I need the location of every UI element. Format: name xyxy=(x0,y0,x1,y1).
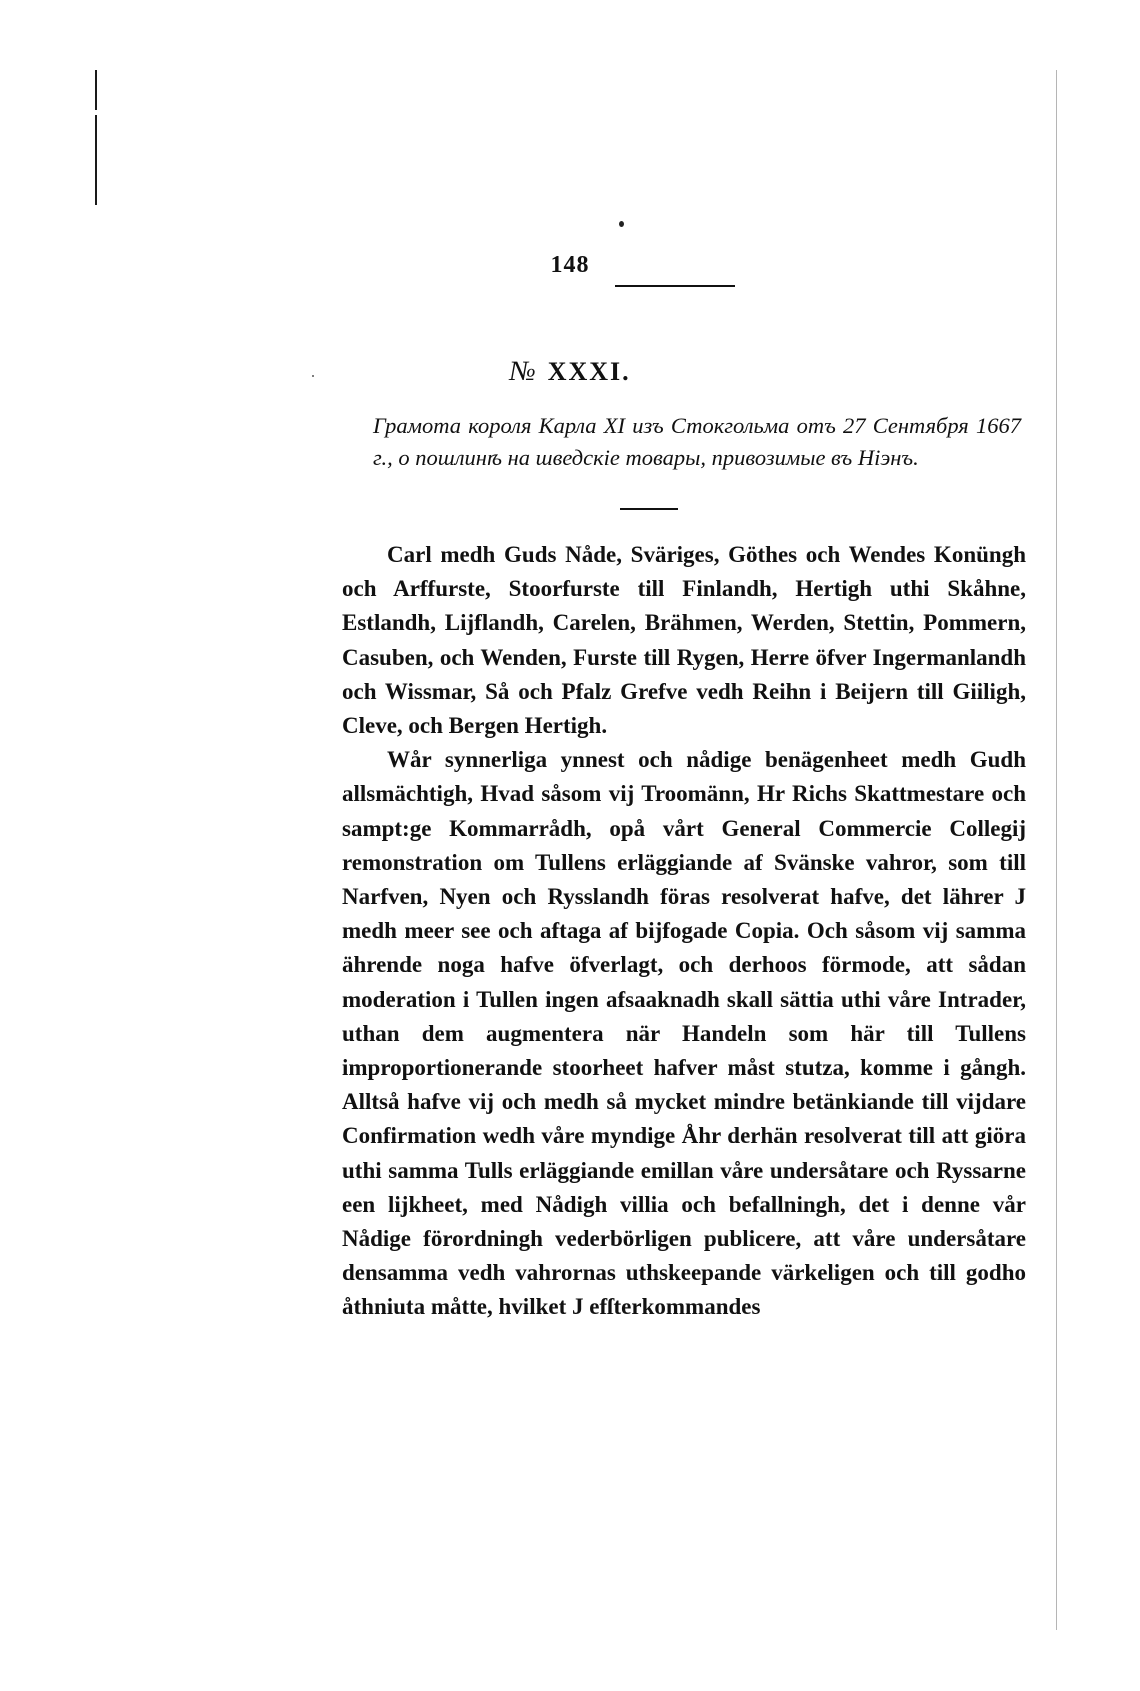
document-number xyxy=(0,356,1140,388)
page-number-rule xyxy=(615,285,735,287)
scan-edge-mark xyxy=(95,115,97,205)
body-paragraph: Carl medh Guds Nåde, Sväriges, Göthes och Wendes Konüngh och Arffurste, Stoorfurste till Finlandh, Hertigh uthi Skåhne, Estlandh, Lijflandh, Carelen, Brähmen, Werden, Stettin, Pommern, Casuben, och Wenden, Furste till Rygen, Herre öfver Ingermanlandh och Wissmar, Så och Pfalz Grefve vedh Reihn i Beijern till Giiligh, Cleve, och Bergen Hertigh. xyxy=(342,542,1026,739)
scan-edge-mark xyxy=(95,70,97,110)
page-number: 148 xyxy=(550,252,590,278)
numero-sign: № xyxy=(509,356,538,387)
scan-edge-line xyxy=(1056,70,1057,1630)
document-number-value: XXXI. xyxy=(547,357,631,386)
heading-divider xyxy=(620,508,678,510)
document-body xyxy=(342,538,1026,1325)
document-heading: Грамота короля Карла XI изъ Стокгольма отъ 27 Сентября 1667 г., о пошлинѣ на шведскіе товары, привозимые въ Ніэнъ. xyxy=(373,413,1021,470)
ink-speck xyxy=(619,221,624,227)
body-paragraph: Wår synnerliga ynnest och nådige benägenheet medh Gudh allsmächtigh, Hvad såsom vij Troomänn, Hr Richs Skattmestare och sampt:ge Kommarrådh, opå vårt General Commercie Collegij remonstration om Tullens erläggiande af Svänske vahror, som till Narfven, Nyen och Rysslandh föras resolverat hafve, det lährer J medh meer see och aftaga af bijfogade Copia. Och såsom vij samma ährende noga hafve öfverlagt, och derhoos förmode, att sådan moderation i Tullen ingen afsaaknadh skall sättia uthi våre Intrader, uthan dem augmentera när Handeln som här till Tullens improportionerande stoorheet hafver måst stutza, komme i gångh. Alltså hafve vij och medh så mycket mindre betänkiande till vijdare Confirmation wedh våre myndige Åhr derhän resolverat till att giöra uthi samma Tulls erläggiande emillan våre undersåtare och Ryssarne een lijkheet, med Nådigh villia och befallningh, det i denne vår Nådige förordningh vederbörligen publicere, att våre undersåtare densamma vedh vahrornas uthskeepande värkeligen och till godho åthniuta måtte, hvilket J efſterkommandes xyxy=(342,747,1026,1320)
